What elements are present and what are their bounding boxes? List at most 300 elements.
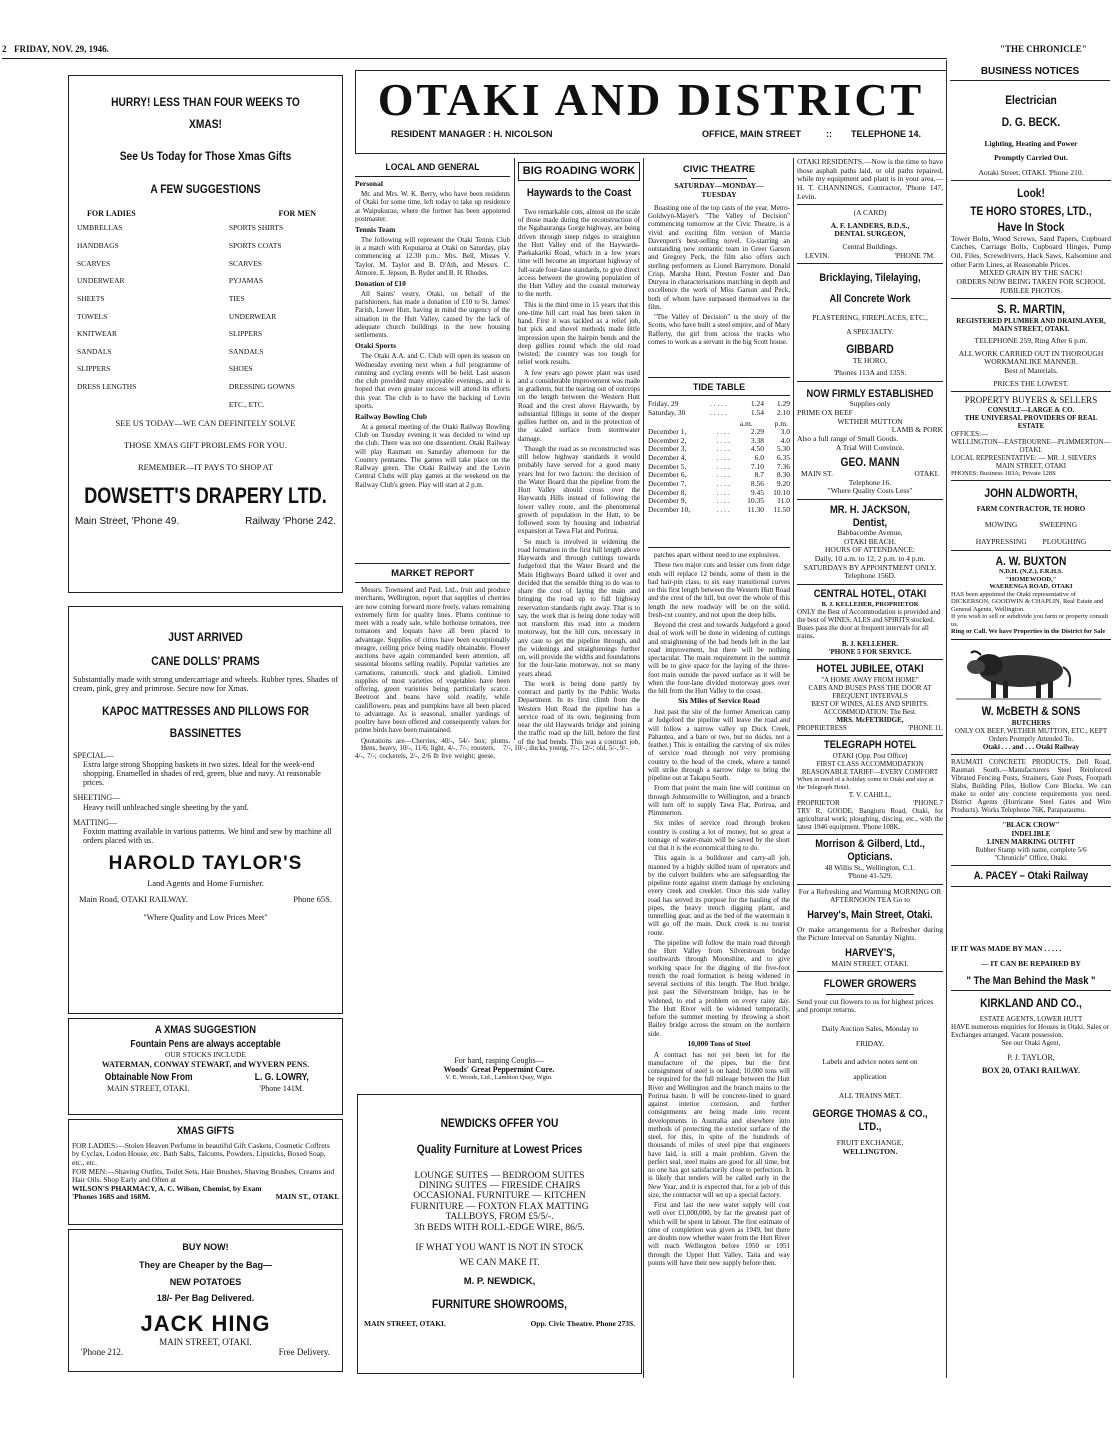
pb-7: MAIN STREET, OTAKI	[995, 461, 1067, 470]
tide-am-value: 10.35	[747, 496, 764, 506]
wilson-p1: FOR LADIES:—Stolen Heaven Perfume in beautiful Gift Caskets, Cosmetic Coffrets by Cyclax, Lodon House, etc. Bath Salts, Talcums, Powders, Lipsticks, Boxed Soap, etc., etc.	[72, 1140, 330, 1167]
raumati-ad: RAUMATI CONCRETE PRODUCTS, Dell Road, Raumati South.—Manufacturers Steel Reinforced Vibrated Fencing Posts, Strainers, Gate Posts, Footpath Slabs, Building Piles, Hollow Core Blocks. We can make to order any concrete requirements you need. District Agents (Hurricane Steel Gates and Wire Products). Works Telephone 76K, Paraparaumu.	[951, 758, 1111, 815]
page-number: 2	[2, 44, 7, 54]
tide-date: December 7,	[648, 478, 687, 488]
lowry-h2: Fountain Pens are always acceptable	[130, 1038, 281, 1050]
mann-name: GEO. MANN	[840, 455, 900, 470]
column-5	[797, 158, 943, 1378]
jubilee-name: HOTEL JUBILEE, OTAKI	[816, 663, 924, 676]
c6-r2	[951, 298, 1111, 299]
bc-3: LINEN MARKING OUTFIT	[987, 837, 1075, 846]
ladies-item: TOWELS	[77, 311, 108, 321]
local-s5: Railway Bowling Club	[355, 412, 428, 422]
gibbard-concrete: All Concrete Work	[829, 292, 911, 305]
telegraph-4: REASONABLE TARIFF—EVERY COMFORT	[801, 768, 939, 777]
ald-4: HAYPRESSING PLOUGHING	[975, 536, 1087, 546]
dowsett-line3: See Us Today for Those Xmas Gifts	[119, 148, 292, 163]
men-item: UNDERWEAR	[228, 311, 277, 321]
martin-4: TELEPHONE 259, Ring After 6 p.m.	[974, 336, 1088, 346]
morrison-2: Opticians.	[847, 850, 893, 863]
lowry-h4: WATERMAN, CONWAY STEWART, and WYVERN PENS.	[101, 1059, 310, 1069]
c5-r11	[826, 994, 914, 995]
road2-p8: This again is a bulldozer and carry-all job, manned by a highly skilled team of operators and by the culvert builders who are safeguarding the pipeline route against storm damage by enclosing every creek and creeklet. Once this side valley road has served its purpose for the hauling of the pipes, the heavy trench digging plant, and tunnelling gear, and as the bed of the watermain it will go off the main. Duck creek is no tourist route.	[648, 854, 790, 937]
c6-r4	[951, 480, 1111, 481]
dowsett-list	[75, 224, 336, 409]
woods-ad	[355, 1056, 643, 1086]
roading-p6: The work is being done partly by contract and partly by the Public Works Department. In its first climb from the Western Hutt Road the pipeline has a service road of its own, beginning from near the old Haywards bridge and joining the traffic road up the hill, before the first of the bad bends. This was a contract job,	[518, 679, 640, 745]
dowsett-line2: XMAS!	[189, 116, 222, 131]
tide-date: December 4,	[648, 453, 687, 463]
tide-pm-value: 10.10	[773, 487, 790, 497]
c6-r11	[951, 990, 1111, 991]
pb-3: THE UNIVERSAL PROVIDERS OF REAL ESTATE	[964, 413, 1098, 430]
local-s2: Tennis Team	[355, 225, 396, 235]
flower-9: LTD.,	[858, 1120, 882, 1133]
tide-dots: . . . .	[716, 496, 730, 506]
dowsett-address	[75, 516, 336, 528]
tide-dots: . . . . .	[710, 399, 727, 409]
tide-date: Saturday, 30	[648, 407, 686, 417]
local-s3: Donation of £10	[355, 279, 406, 289]
taylor-p1: Substantially made with strong undercarriage and wheels. Rubber tyres. Shades of cream, pink, grey and primrose. Secure now for Xmas.	[73, 674, 338, 693]
mann-h1: NOW FIRMLY ESTABLISHED	[806, 387, 934, 400]
pb-1: PROPERTY BUYERS & SELLERS	[964, 395, 1098, 406]
mann-7: A Trial Will Convince.	[835, 442, 905, 452]
bux-4: WAERENGA ROAD, OTAKI	[989, 583, 1073, 591]
newdick-h1: NEWDICKS OFFER YOU	[440, 1116, 559, 1130]
flower-10: FRUIT EXCHANGE,	[836, 1138, 904, 1148]
bc-4: Rubber Stamp with name, complete 5/6	[975, 845, 1087, 854]
ald-1: JOHN ALDWORTH,	[984, 486, 1078, 501]
c6-r7	[951, 754, 1111, 755]
c5-r5	[797, 584, 943, 585]
flower-4: FRIDAY.	[855, 1038, 885, 1048]
mann-motto: "Where Quality Costs Less"	[827, 486, 913, 496]
beck-name: D. G. BECK.	[1001, 114, 1061, 129]
road2-p2: These two major cuts and lesser cuts from ridge ends will replace 12 bends, some of them in the bad hair-pin class, to six easy transitional curves on this first length between the Western Hutt Road and the crest of the hill, but over the whole of this length the new roadway will be on the solid, fresh-cut country, and not upon the deep hills.	[648, 561, 790, 619]
morrison-name: Morrison & Gilberd, Ltd.,	[815, 838, 925, 851]
road2-p12: First and last the new water supply will cost well over £1,000,000, by far the greatest part of which will be spent in labour. The first estimate of time of completion was given as 1949, but there are doubts now whether water from the Hutt River will reach Wellington before 1950 or 1951 through the Upper Hutt Valley, Taita and way points will have their new supply before then.	[648, 1201, 790, 1267]
road2-p3: Beyond the crest and towards Judgeford a good deal of work will be done in widening of cuttings and straightening of the bad bends left in the last road improvement, but there will be nothing spectacular. The main requirement in the summit will be to give space for the laying of the three-foot main outside the paved surface as it will be when the four-lane divided motorway goes over the hill from the Hutt Valley to the coast.	[648, 621, 790, 695]
c5-r8	[797, 834, 943, 835]
tide-date: December 3,	[648, 444, 687, 454]
tehoro-2: Have In Stock	[997, 220, 1065, 235]
harvey-name: Harvey's, Main Street, Otaki.	[807, 909, 933, 922]
mann-st: MAIN ST.	[801, 469, 833, 479]
local-p3: All Saints' vestry, Otaki, on behalf of the parishioners, has made a donation of £10 to St. James' Parish, Lower Hutt, having in mind the urgency of the situation in the Hutt Valley, caused by the lack of adequate church buildings in the new housing settlements.	[355, 289, 510, 340]
ladies-item: SCARVES	[77, 258, 111, 268]
taylor-phone: Phone 65S.	[293, 893, 332, 904]
kk-5: ESTATE AGENTS, LOWER HUTT	[979, 1015, 1083, 1024]
c6-r1	[951, 180, 1111, 181]
landers-title: DENTAL SURGEON,	[834, 229, 906, 239]
mann-2: Supplies only	[849, 399, 891, 409]
dowsett-text2: THOSE XMAS GIFT PROBLEMS FOR YOU.	[124, 440, 287, 451]
telegraph-7: PROPRIETOR	[797, 799, 840, 808]
civic-h2: SATURDAY—MONDAY—	[674, 181, 764, 191]
flower-11: WELLINGTON.	[842, 1147, 898, 1157]
gibbard-name: GIBBARD	[846, 341, 894, 356]
market-p3: Hens, heavy, 10/-, 11/6; light, 4/-, 7/-; roosters, 4/-, 7/-; cockerels, 2/-, 2/6 lb live weight; geese, 7/-, 10/-; ducks, young, 7/-, 12/-; old, 5/-, 9/-.	[355, 744, 630, 761]
roading-p5: So much is involved in widening the road formation in the first hill length above Haywards and through cuttings towards Judgeford that the Water Board and the Main Highways Board talked it over and decided that the sensible thing to do was to share the cost of laying the main and bringing the road up to full highway reservation standards right away. That is to say, the work that is being done today will not transform this road into a modern motorway, but the hill cuts, necessary in any case to get the pipeline through, and the widenings and straightenings further on, will provide the widths and foundations for the four-lane motorway, not so many years ahead.	[518, 537, 640, 678]
taylor-ad	[68, 606, 343, 1014]
ladies-item: KNITWEAR	[77, 329, 117, 339]
tide-dots: . . . .	[716, 470, 730, 480]
tide-am-value: 1.24	[750, 399, 764, 409]
flower-2: Send your cut flowers to us for highest prices and prompt returns.	[797, 996, 934, 1015]
beck-3: Promptly Carried Out.	[994, 153, 1068, 163]
hing-h4: 18/- Per Bag Delivered.	[156, 1293, 255, 1304]
elec-head: Electrician	[1005, 93, 1057, 107]
tide-table	[648, 374, 790, 534]
tide-row	[648, 409, 790, 418]
hing-row	[73, 1347, 338, 1357]
road2-p4: Six Miles of Service Road	[678, 696, 760, 706]
mcbeth-2: BUTCHERS	[1011, 718, 1051, 727]
wilson-p3: WILSON'S PHARMACY, A. C. Wilson, Chemist, by Exam	[72, 1183, 262, 1193]
newdick-l5: TALLBOYS, FROM £5/5/-.	[445, 1212, 554, 1223]
market-top-rule	[355, 563, 510, 564]
jubilee-8: 'PHONE 11.	[908, 724, 943, 733]
local-p5: At a general meeting of the Otaki Railway Bowling Club on Tuesday evening it was decided to wind up the club. There was not one dissentient. Otaki Railway will play Raumati on Saturday afternoon for the Country pennants. The games will take place on the Railway green. The Otaki Railway and the Levin Central Clubs will play games at the weekend on the Railway Club's green. Play will start at 2 p.m.	[355, 422, 510, 489]
bux-1: A. W. BUXTON	[995, 553, 1067, 568]
tide-dots: . . . .	[716, 427, 730, 437]
mcbeth-4: Orders Promptly Attended To.	[988, 735, 1074, 744]
special-text: Extra large strong Shopping baskets in two sizes. Ideal for the week-end shopping. Enamelled in shades of red, green, blue and navy. At reasonable prices.	[83, 759, 321, 788]
civic-rule	[691, 178, 748, 179]
road2-top-rule	[648, 547, 790, 548]
hing-name: JACK HING	[140, 1311, 271, 1337]
ald-3: MOWING SWEEPING	[984, 520, 1078, 530]
hing-phone: 'Phone 212.	[81, 1347, 124, 1358]
tide-dots: . . . .	[716, 504, 730, 514]
c5-r9	[797, 884, 943, 885]
bux-2: N.D.H. (N.Z.), F.R.H.S.	[998, 568, 1064, 576]
morrison-4: 'Phone 41-529.	[847, 871, 893, 881]
c6-r9	[951, 865, 1111, 866]
wilson-phones	[72, 1193, 339, 1202]
tide-date: December 1,	[648, 427, 687, 437]
mann-3: PRIME OX BEEF	[797, 408, 853, 418]
newdick-addr: MAIN STREET, OTAKI.	[364, 1318, 446, 1328]
wilson-p5: MAIN ST., OTAKI.	[275, 1192, 339, 1202]
roading-column	[518, 160, 640, 745]
sheeting-text: Heavy twill unbleached single sheeting by the yard.	[83, 802, 249, 812]
ladies-item: DRESS LENGTHS	[77, 382, 137, 391]
tide-dots: . . . .	[716, 487, 730, 497]
tide-head-rule	[648, 395, 790, 396]
tide-dots: . . . .	[716, 435, 730, 445]
ladies-item	[77, 401, 204, 410]
column-6	[951, 82, 1111, 1382]
newdick-h3: FURNITURE SHOWROOMS,	[432, 1296, 567, 1311]
dowsett-line1: HURRY! LESS THAN FOUR WEEKS TO	[111, 95, 300, 109]
hing-h1: BUY NOW!	[182, 1242, 229, 1252]
ald-2: FARM CONTRACTOR, TE HORO	[976, 505, 1086, 514]
tide-am-value: 8.7	[754, 470, 764, 480]
men-item: SPORTS COATS	[228, 241, 282, 250]
hing-delivery: Free Delivery.	[278, 1347, 330, 1358]
c6-r6	[951, 639, 1111, 640]
newdick-name: M. P. NEWDICK,	[463, 1276, 536, 1288]
masthead	[355, 70, 947, 154]
tide-pm-value: 7.36	[776, 461, 790, 471]
newdick-l2: DINING SUITES — FIRESIDE CHAIRS	[418, 1181, 581, 1192]
hing-ad	[68, 1229, 343, 1372]
bux-7: Ring or Call. We have Properties in the District for Sale	[951, 628, 1106, 636]
newdick-addr-row	[364, 1320, 635, 1329]
local-p1: Mr. and Mrs. W. K. Berry, who have been residents of Otaki for some time, left today to take up residence at Waipukurau, where the former has been appointed postmaster.	[355, 190, 510, 223]
special-label: SPECIAL—	[73, 750, 114, 760]
telegraph-6: T. V. CAHILL,	[848, 791, 892, 799]
bux-3: "HOMEWOOD,"	[1005, 575, 1057, 583]
martin-2: REGISTERED PLUMBER AND DRAINLAYER,	[956, 317, 1106, 326]
c5-r2	[797, 263, 943, 264]
dowsett-text1: SEE US TODAY—WE CAN DEFINITELY SOLVE	[115, 418, 296, 429]
sheeting-label: SHEETING—	[73, 793, 121, 803]
goode-ad: TRY R. GOODE, Bangiuru Road, Otaki, for agricultural work; ploughing, discing, etc., with the latest 1946 equipment. 'Phone 108K.	[797, 807, 943, 832]
c5-r6	[797, 659, 943, 660]
c5-r4	[797, 499, 943, 500]
masthead-title: OTAKI AND DISTRICT	[377, 74, 925, 125]
newdick-h2: Quality Furniture at Lowest Prices	[416, 1141, 583, 1156]
tide-row	[648, 506, 790, 515]
ladies-item: SLIPPERS	[77, 364, 111, 374]
tide-date: Friday, 29	[648, 399, 679, 409]
masthead-sep: ::	[826, 129, 832, 139]
telegraph-2: OTAKI (Opp. Post Office)	[832, 751, 908, 760]
hing-h2: They are Cheaper by the Bag—	[138, 1260, 273, 1271]
bull-icon	[951, 643, 1111, 703]
men-item: DRESSING GOWNS	[228, 382, 295, 391]
road2-p9: The pipeline will follow the main road through the Hutt Valley from Silverstream bridge southwards through Moonshine, and to give working space for the digging of the five-foot trench the road formation is being widened in several sections of this length. The Hutt bridge, just past the Silverstream bridge, has to be widened, to end a problem on every rainy day. The Hutt River will be widened temporarily, before the summer meeting by throwing a short Bailey bridge across the stream on the northern side.	[648, 938, 790, 1038]
mann-6: Also a full range of Small Goods.	[797, 433, 899, 443]
tide-pm-value: 1.29	[776, 399, 790, 409]
woods-2: Woods' Great Peppermint Cure.	[443, 1065, 555, 1075]
newdick-l7: IF WHAT YOU WANT IS NOT IN STOCK	[415, 1243, 584, 1254]
lowry-ad	[68, 1018, 343, 1115]
c5-r3	[797, 381, 943, 382]
roading-p2: This is the third time in 15 years that this one-time hill cart road has been taken in hand. First it was tackled as a relief job, but pick and shovel methods made little impression upon the hairpin bends and the deep gullies round which the old road twisted; the country was too tough for relief work results.	[518, 300, 640, 367]
mcbeth-5: Otaki . . . and . . . Otaki Railway	[982, 743, 1080, 752]
telegraph-name: TELEGRAPH HOTEL	[824, 739, 916, 752]
col-rule-1	[514, 158, 515, 740]
woods-1: For hard, rasping Coughs—	[454, 1056, 544, 1065]
lowry-addr-row	[72, 1084, 339, 1093]
mann-4: WETHER MUTTON	[837, 416, 903, 426]
card-label: (A CARD)	[853, 208, 887, 218]
beck-2: Lighting, Heating and Power	[984, 138, 1078, 148]
jackson-5: HOURS OF ATTENDANCE:	[824, 545, 915, 555]
tehoro-1: TE HORO STORES, LTD.,	[970, 204, 1092, 219]
tide-dots: . . . .	[716, 478, 730, 488]
suggestion-row	[75, 295, 336, 304]
gibbard-plaster: PLASTERING, FIREPLACES, ETC.,	[812, 312, 928, 322]
tide-head: TIDE TABLE	[692, 382, 746, 392]
suggestion-row	[75, 348, 336, 357]
page-header	[0, 44, 1114, 58]
telegraph-5: When in need of a holiday come to Otaki and stay at the Telegraph Hotel.	[797, 776, 934, 791]
newdick-l6: 3ft BEDS WITH ROLL-EDGE WIRE, 86/5.	[414, 1222, 585, 1233]
men-item: SCARVES	[228, 258, 262, 268]
telegraph-8: 'PHONE 7	[913, 799, 943, 808]
harvey-3: HARVEY'S,	[845, 946, 895, 959]
newdick-addr2: Opp. Civic Theatre. Phone 273S.	[530, 1318, 635, 1328]
gibbard-spec: A SPECIALTY.	[846, 327, 894, 337]
telegraph-3: FIRST CLASS ACCOMMODATION	[816, 759, 924, 768]
suggestion-row	[75, 260, 336, 269]
channings-notice: OTAKI RESIDENTS.—Now is the time to have those asphalt paths laid, or old paths repaired, while my equipment and plant is in your area.—H. T. CHANNINGS, Contractor, 'Phone 147, Levin.	[797, 158, 943, 201]
central-3: ONLY the Best of Accommodation is provided and the best of WINES, ALES and SPIRITS stocked.	[797, 608, 941, 625]
jubilee-6: MRS. McFETRIDGE,	[836, 716, 904, 725]
gibbard-loc: TE HORO,	[852, 355, 888, 365]
jubilee-4: BEST OF WINES, ALES AND SPIRITS.	[811, 700, 929, 709]
kk-1: IF IT WAS MADE BY MAN . . . . .	[951, 944, 1062, 954]
tide-pm-value: 5.30	[776, 444, 790, 454]
road2-p6: From that point the main line will continue on through Johnsonville to Wellington, and a branch will turn off to supply Tawa Flat, Porirua, and Plimmerton.	[648, 784, 790, 818]
local-s4: Otaki Sports	[355, 341, 397, 351]
bc-2: INDELIBLE	[1011, 829, 1051, 838]
tide-date: December 6,	[648, 470, 687, 480]
landers-name: A. F. LANDERS, B.D.S.,	[830, 220, 910, 230]
dowsett-ad	[68, 75, 343, 593]
c5-r10	[797, 971, 943, 972]
taylor-address	[73, 895, 338, 905]
kk-3: " The Man Behind the Mask "	[966, 974, 1096, 987]
men-item: SANDALS	[228, 346, 264, 356]
mcbeth-3: ONLY OX BEEF, WETHER MUTTON, ETC., KEPT	[954, 727, 1108, 736]
flower-3: Daily Auction Sales, Monday to	[821, 1024, 919, 1034]
wilson-ad	[68, 1119, 343, 1225]
tide-am-value: 3.38	[750, 435, 764, 445]
tide-am-value: 1.54	[750, 407, 764, 417]
civic-h1: CIVIC THEATRE	[682, 164, 756, 175]
tide-date: December 8,	[648, 487, 687, 497]
suggestion-row	[75, 313, 336, 322]
tide-dots: . . . .	[716, 453, 730, 463]
tide-am-value: 4.50	[750, 444, 764, 454]
taylor-motto: "Where Quality and Low Prices Meet"	[143, 912, 268, 922]
jubilee-5: ACCOMMODATION: The Best.	[823, 708, 917, 717]
mann-otaki: OTAKI.	[914, 469, 939, 479]
newdick-ad	[357, 1094, 642, 1374]
flower-6: application	[853, 1071, 887, 1081]
market-column	[355, 560, 510, 746]
c6-r8	[951, 817, 1111, 818]
matting-text: Foxton matting available in various patterns. We bind and sew by machine all orders placed with us.	[83, 826, 332, 846]
tide-top-rule	[648, 377, 790, 378]
tide-pm-value: 9.20	[776, 478, 790, 488]
roading-continued	[648, 544, 790, 1378]
taylor-h3: KAPOC MATTRESSES AND PILLOWS FOR	[102, 703, 309, 718]
col-rule-3	[793, 158, 794, 1378]
kk-8: P. J. TAYLOR,	[1007, 1053, 1055, 1063]
local-p4: The Otaki A.A. and C. Club will open its season on Wednesday evening next when a full programme of running and cycling events will be held. Last season the club provided many enjoyable evenings, and it is hoped that even greater success will attend its efforts this year. The club is to have the backing of Levin sports.	[355, 352, 510, 410]
tide-pm-value: 8.30	[776, 470, 790, 480]
flower-5: Labels and advice notes sent on	[822, 1057, 918, 1067]
market-head-rule	[355, 582, 510, 583]
local-column	[355, 160, 510, 558]
roading-p1: Two remarkable cuts, almost on the scale of those made during the reconstruction of the Ngahauranga Gorge highway, are being driven through steep ridges to straighten the Hutt Valley end of the Haywards-Paekakariki Road, which in a few years time will become an important highway of full-scale four-lane standards, to give direct access between the growing population of the Hutt Valley and the coastal motorway to the north.	[518, 207, 640, 299]
jackson-8: Telephone 156D.	[844, 571, 896, 581]
tide-am-value: 8.56	[750, 478, 764, 488]
newdick-list	[364, 1171, 635, 1234]
civic-p1: Boasting one of the top casts of the year, Metro-Goldwyn-Mayer's "The Valley of Decision" commencing tomorrow at the Civic Theatre, is a vivid and exciting film version of Marcia Davenport's best-selling novel. Co-starring an outstanding new romantic team in Greer Garson and Gregory Peck, the film also offers such sterling performers as Lionel Barrymore, Donald Crisp, Marsha Hunt, Preston Foster and Dan Duryea in characterisations matching in depth and excellence the work of Miss Garson and Peck, both of whom have surpassed themselves in the film.	[648, 203, 790, 311]
hing-addr: MAIN STREET, OTAKI.	[159, 1336, 252, 1347]
wilson-p4: 'Phones 168S and 168M.	[72, 1192, 151, 1202]
newdick-l3: OCCASIONAL FURNITURE — KITCHEN	[413, 1191, 586, 1202]
morrison-3: 48 Willis St., Wellington, C.1.	[824, 862, 916, 872]
tide-date: December 10,	[648, 504, 691, 514]
jubilee-2: "A HOME AWAY FROM HOME"	[821, 675, 919, 684]
men-item: TIES	[228, 293, 245, 303]
jackson-7: SATURDAYS BY APPOINTMENT ONLY.	[803, 562, 937, 572]
dateline: FRIDAY, NOV. 29, 1946.	[14, 44, 109, 54]
suggestion-row	[75, 330, 336, 339]
tehoro-5: ORDERS NOW BEING TAKEN FOR SCHOOL JUBILEE PHOTOS.	[956, 276, 1106, 295]
martin-7: PRICES THE LOWEST.	[993, 378, 1069, 388]
suggestion-row	[75, 242, 336, 251]
jackson-4: OTAKI BEACH.	[844, 536, 896, 546]
lowry-addr: MAIN STREET, OTAKI.	[107, 1084, 190, 1094]
men-item: SPORTS SHIRTS	[228, 223, 284, 233]
market-head: MARKET REPORT	[391, 568, 474, 579]
suggestion-row	[75, 224, 336, 233]
martin-3: MAIN STREET, OTAKI.	[992, 325, 1070, 334]
lowry-name: L. G. LOWRY,	[255, 1071, 310, 1083]
look: Look!	[1017, 186, 1045, 201]
c5-r7	[797, 735, 943, 736]
col-rule-4	[946, 60, 947, 1378]
c6-r10	[951, 886, 1111, 887]
pb-2: CONSULT—LARGE & CO.	[987, 405, 1075, 414]
ladies-item: SANDALS	[77, 346, 112, 356]
tide-date: December 5,	[648, 461, 687, 471]
tide-dots: . . . .	[716, 461, 730, 471]
central-6: 'PHONE 5 FOR SERVICE.	[828, 648, 912, 657]
masthead-manager: RESIDENT MANAGER : H. NICOLSON	[391, 129, 553, 139]
local-head-rule	[355, 176, 510, 177]
newdick-l1: LOUNGE SUITES — BEDROOM SUITES	[414, 1170, 585, 1181]
ladies-item: UMBRELLAS	[77, 223, 123, 233]
ladies-item: HANDBAGS	[77, 241, 119, 250]
jubilee-3: CARS AND BUSES PASS THE DOOR AT FREQUENT INTERVALS	[808, 684, 932, 701]
dowsett-railway: Railway 'Phone 242.	[245, 515, 336, 527]
dowsett-main: Main Street, 'Phone 49.	[75, 515, 180, 527]
lowry-phone: 'Phone 141M.	[259, 1084, 304, 1094]
for-ladies: FOR LADIES	[87, 209, 136, 219]
for-men: FOR MEN	[278, 209, 316, 219]
kk-6: HAVE numerous enquiries for Houses in Otaki. Sales or Exchanges arranged. Vacant possession.	[951, 1023, 1109, 1040]
beck-4: Aotaki Street, OTAKI. 'Phone 210.	[978, 167, 1084, 177]
landers-row	[797, 252, 943, 261]
local-s1: Personal	[355, 179, 383, 189]
landers-bldg: Central Buildings.	[842, 242, 898, 251]
roading-h2: Haywards to the Coast	[526, 186, 632, 199]
masthead-tel: TELEPHONE 14.	[851, 129, 922, 139]
tide-am-value: 2.29	[750, 427, 764, 437]
tide-dots: . . . . .	[710, 407, 727, 417]
tide-date: December 9,	[648, 496, 687, 506]
taylor-h4: BASSINETTES	[169, 725, 242, 740]
jackson-title: Dentist,	[852, 516, 888, 529]
central-5: B. J. KELLEHER.	[841, 640, 899, 649]
martin-1: S. R. MARTIN,	[997, 302, 1065, 317]
lowry-h3: OUR STOCKS INCLUDE	[164, 1050, 247, 1060]
jackson-6: Daily, 10 a.m. to 12, 2 p.m. to 4 p.m.	[814, 554, 926, 564]
c5-r1	[797, 204, 943, 205]
newdick-l8: WE CAN MAKE IT.	[459, 1258, 540, 1269]
